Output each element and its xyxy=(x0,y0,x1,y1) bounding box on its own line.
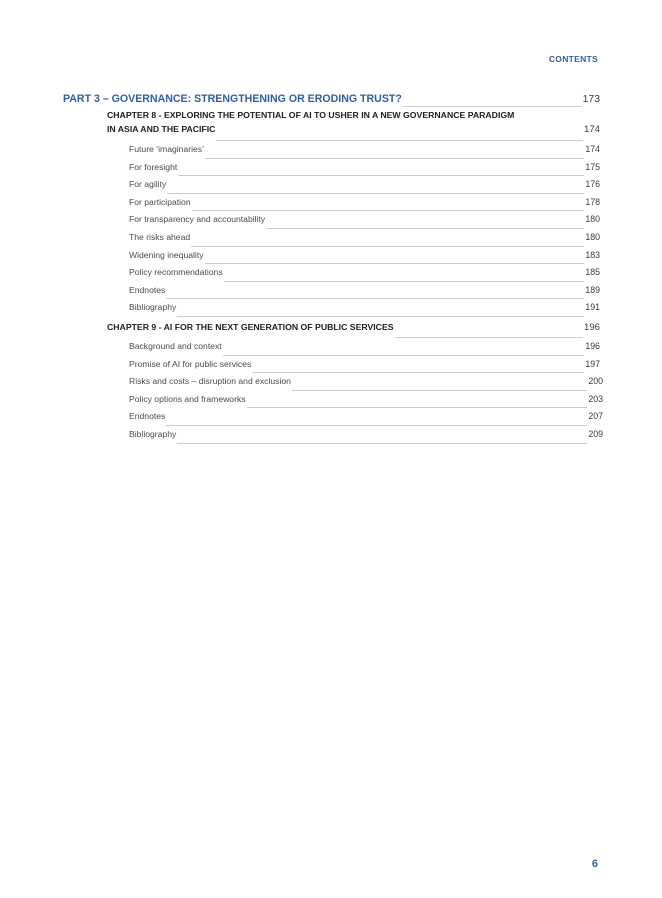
toc-section-entry[interactable] xyxy=(129,376,603,394)
toc-chapter-8-line2[interactable] xyxy=(107,124,600,144)
toc-section-title: The risks ahead xyxy=(129,231,191,242)
toc-chapter-9[interactable] xyxy=(107,322,600,341)
toc-section-title: For participation xyxy=(129,196,191,207)
toc-section-title: For agility xyxy=(129,179,167,190)
toc-page-number: 175 xyxy=(585,161,600,172)
toc-section-title: For foresight xyxy=(129,161,178,172)
toc-page-number: 196 xyxy=(585,340,600,351)
toc-chapter-title-continued: IN ASIA AND THE PACIFIC xyxy=(107,124,216,134)
dot-leader xyxy=(205,263,585,264)
toc-chapter-title: CHAPTER 9 - AI FOR THE NEXT GENERATION OF PUBLIC SERVICES xyxy=(107,321,394,332)
dot-leader xyxy=(192,210,585,211)
dot-leader xyxy=(191,246,584,247)
dot-leader xyxy=(292,390,587,391)
toc-section-title: Endnotes xyxy=(129,411,166,422)
dot-leader xyxy=(216,140,583,141)
toc-section-entry[interactable] xyxy=(129,197,600,215)
dot-leader xyxy=(266,228,584,229)
toc-section-title: Background and context xyxy=(129,340,222,351)
toc-section-entry[interactable] xyxy=(129,285,600,303)
toc-section-entry[interactable] xyxy=(129,250,600,268)
dot-leader xyxy=(178,175,584,176)
toc-page-number: 180 xyxy=(585,231,600,242)
toc-page-number: 209 xyxy=(588,428,603,439)
toc-section-title: Future ‘imaginaries’ xyxy=(129,144,204,154)
toc-section-entry[interactable] xyxy=(129,302,600,320)
toc-page-number: 178 xyxy=(585,196,600,207)
toc-part-entry[interactable] xyxy=(63,93,600,110)
toc-page-number: 174 xyxy=(583,124,600,135)
toc-section-title: Promise of AI for public services xyxy=(129,358,252,369)
toc-page-number: 180 xyxy=(585,214,600,225)
toc-page-number: 191 xyxy=(585,302,600,313)
toc-section-entry[interactable] xyxy=(129,214,600,232)
page-number: 6 xyxy=(591,858,598,870)
toc-page-number: 189 xyxy=(585,284,600,295)
toc-page-number: 200 xyxy=(588,376,603,387)
dot-leader xyxy=(252,372,584,373)
toc-chapter-title: CHAPTER 8 - EXPLORING THE POTENTIAL OF AI TO USHER IN A NEW GOVERNANCE PARADIGM xyxy=(107,110,515,120)
toc-page-number: 185 xyxy=(585,267,600,278)
toc-section-entry[interactable] xyxy=(129,267,600,285)
toc-section-entry[interactable] xyxy=(129,359,600,377)
dot-leader xyxy=(177,443,587,444)
toc-section-entry[interactable] xyxy=(129,429,603,447)
toc-chapter-8-line1[interactable] xyxy=(107,110,600,124)
toc-section-entry[interactable] xyxy=(129,179,600,197)
dot-leader xyxy=(247,407,588,408)
toc-section-title: Bibliography xyxy=(129,428,177,439)
toc-page-number: 207 xyxy=(588,411,603,422)
dot-leader xyxy=(177,316,584,317)
dot-leader xyxy=(224,281,585,282)
toc-section-entry[interactable] xyxy=(129,144,600,162)
toc-page-number: 173 xyxy=(582,94,600,105)
dot-leader xyxy=(167,193,584,194)
toc-section-entry[interactable] xyxy=(129,411,603,429)
toc-page-number: 197 xyxy=(585,358,600,369)
dot-leader xyxy=(403,106,582,107)
dot-leader xyxy=(395,337,583,338)
toc-section-entry[interactable] xyxy=(129,162,600,180)
toc-section-entry[interactable] xyxy=(129,232,600,250)
toc-section-title: Endnotes xyxy=(129,284,166,295)
toc-page-number: 176 xyxy=(585,179,600,190)
toc-page-number: 196 xyxy=(583,321,600,333)
toc-page-number: 183 xyxy=(585,249,600,260)
dot-leader xyxy=(223,355,585,356)
toc-section-title: Policy options and frameworks xyxy=(129,393,246,404)
dot-leader xyxy=(205,158,584,159)
toc-section-title: Policy recommendations xyxy=(129,267,223,278)
dot-leader xyxy=(166,298,584,299)
dot-leader xyxy=(166,425,587,426)
toc-page-number: 203 xyxy=(588,393,603,404)
running-header: CONTENTS xyxy=(548,54,598,64)
table-of-contents xyxy=(63,93,603,447)
toc-section-entry[interactable] xyxy=(129,394,603,412)
toc-section-title: Widening inequality xyxy=(129,249,204,260)
toc-section-entry[interactable] xyxy=(129,341,600,359)
toc-section-title: Bibliography xyxy=(129,302,177,313)
toc-part-title: PART 3 – GOVERNANCE: STRENGTHENING OR ERODING TRUST? xyxy=(63,93,402,105)
toc-section-title: For transparency and accountability xyxy=(129,214,266,225)
toc-section-title: Risks and costs – disruption and exclusion xyxy=(129,376,291,387)
toc-page-number: 174 xyxy=(585,144,600,154)
